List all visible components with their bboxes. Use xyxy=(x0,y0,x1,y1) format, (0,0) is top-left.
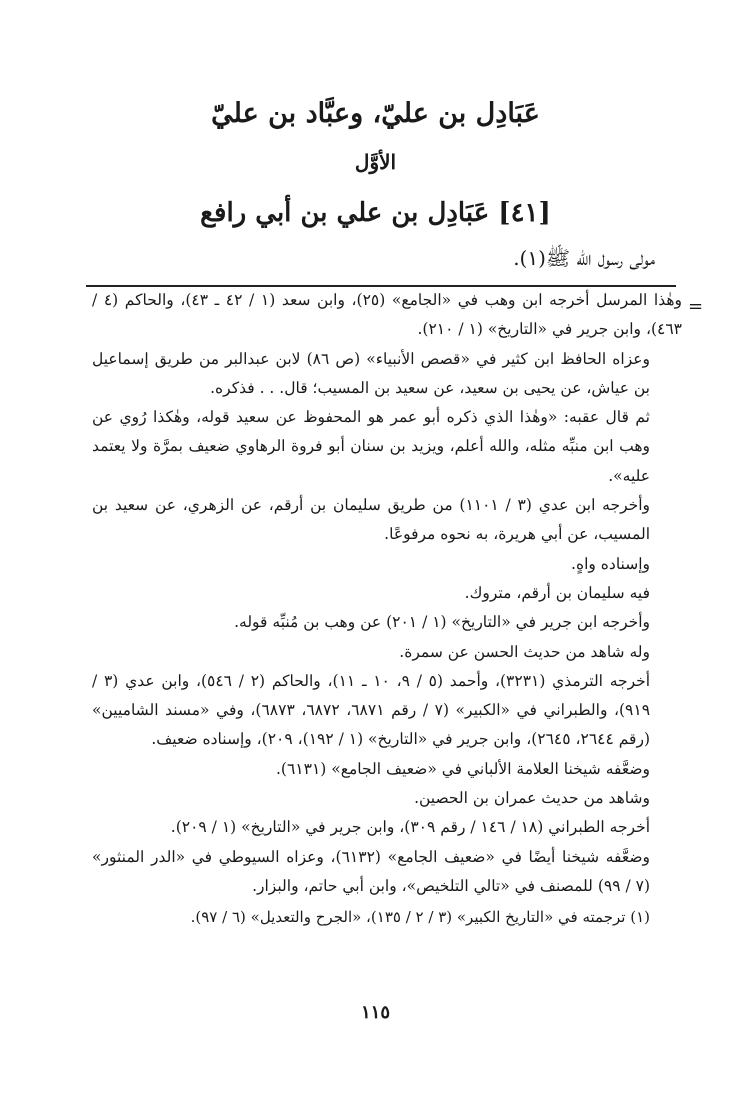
continuation-mark: = xyxy=(688,296,704,317)
notes-body xyxy=(92,286,682,933)
section-heading: الأوَّل xyxy=(354,150,397,174)
paragraph: وإسناده واهٍ. xyxy=(571,554,650,573)
paragraph: وضعَّفه شيخنا أيضًا في «ضعيف الجامع» (٦١٣٢)، وعزاه السيوطي في «الدر المنثور» (٧ / ٩٩) للمصنف في «تالي التلخيص»، وابن أبي حاتم، والبزار. xyxy=(92,847,650,895)
paragraph: وعزاه الحافظ ابن كثير في «قصص الأنبياء» (ص ٨٦) لابن عبدالبر من طريق إسماعيل بن عياش، عن يحيى بن سعيد، عن سعيد بن المسيب؛ قال. . . فذكره. xyxy=(92,349,651,397)
paragraph: أخرجه الترمذي (٣٢٣١)، وأحمد (٥ / ٩، ١٠ ـ ١١)، والحاكم (٢ / ٥٤٦)، وابن عدي (٣ / ٩١٩)، والطبراني في «الكبير» (٧ / رقم ٦٨٧١، ٦٨٧٢، ٦٨٧٣)، وفي «مسند الشاميين» (رقم ٢٦٤٤، ٢٦٤٥)، وابن جرير في «التاريخ» (١ / ١٩٢)، ٢٠٩)، وإسناده ضعيف. xyxy=(92,671,651,749)
paragraph: وأخرجه ابن عدي (٣ / ١١٠١) من طريق سليمان بن أرقم، عن الزهري، عن سعيد بن المسيب، عن أبي هريرة، به نحوه مرفوعًا. xyxy=(92,496,650,544)
paragraph: ثم قال عقبه: «وهٰذا الذي ذكره أبو عمر هو المحفوظ عن سعيد قوله، وهٰكذا رُوي عن وهب ابن منبِّه مثله، والله أعلم، ويزيد بن سنان أبو فروة الرهاوي ضعيف بمرَّة ولا يعتمد عليه». xyxy=(92,408,650,485)
paragraph: وله شاهد من حديث الحسن عن سمرة. xyxy=(399,642,650,661)
paragraph: وهٰذا المرسل أخرجه ابن وهب في «الجامع» (٢٥)، وابن سعد (١ / ٤٢ ـ ٤٣)، والحاكم (٤ / ٤٦٣)، وابن جرير في «التاريخ» (١ / ٢١٠). xyxy=(92,291,683,339)
paragraph: وشاهد من حديث عمران بن الحصين. xyxy=(414,789,650,808)
main-title: عَبَادِل بن عليّ، وعبَّاد بن عليّ xyxy=(211,98,540,129)
paragraph: فيه سليمان بن أرقم، متروك. xyxy=(464,583,650,602)
paragraph: وضعَّفه شيخنا العلامة الألباني في «ضعيف الجامع» (٦١٣١). xyxy=(275,759,650,778)
entry-title: [٤١] عَبَادِل بن علي بن أبي رافع xyxy=(200,198,551,228)
paragraph: وأخرجه ابن جرير في «التاريخ» (١ / ٢٠١) عن وهب بن مُنبِّه قوله. xyxy=(234,613,650,632)
entry-subtitle: مولى رسول الله ﷺ(١). xyxy=(513,246,655,270)
footnote: (١) ترجمته في «التاريخ الكبير» (٣ / ٢ / ١٣٥)، «الجرح والتعديل» (٦ / ٩٧). xyxy=(190,908,650,927)
paragraph: أخرجه الطبراني (١٨ / ١٤٦ / رقم ٣٠٩)، وابن جرير في «التاريخ» (١ / ٢٠٩). xyxy=(170,818,650,837)
page-number: ١١٥ xyxy=(360,1002,390,1023)
